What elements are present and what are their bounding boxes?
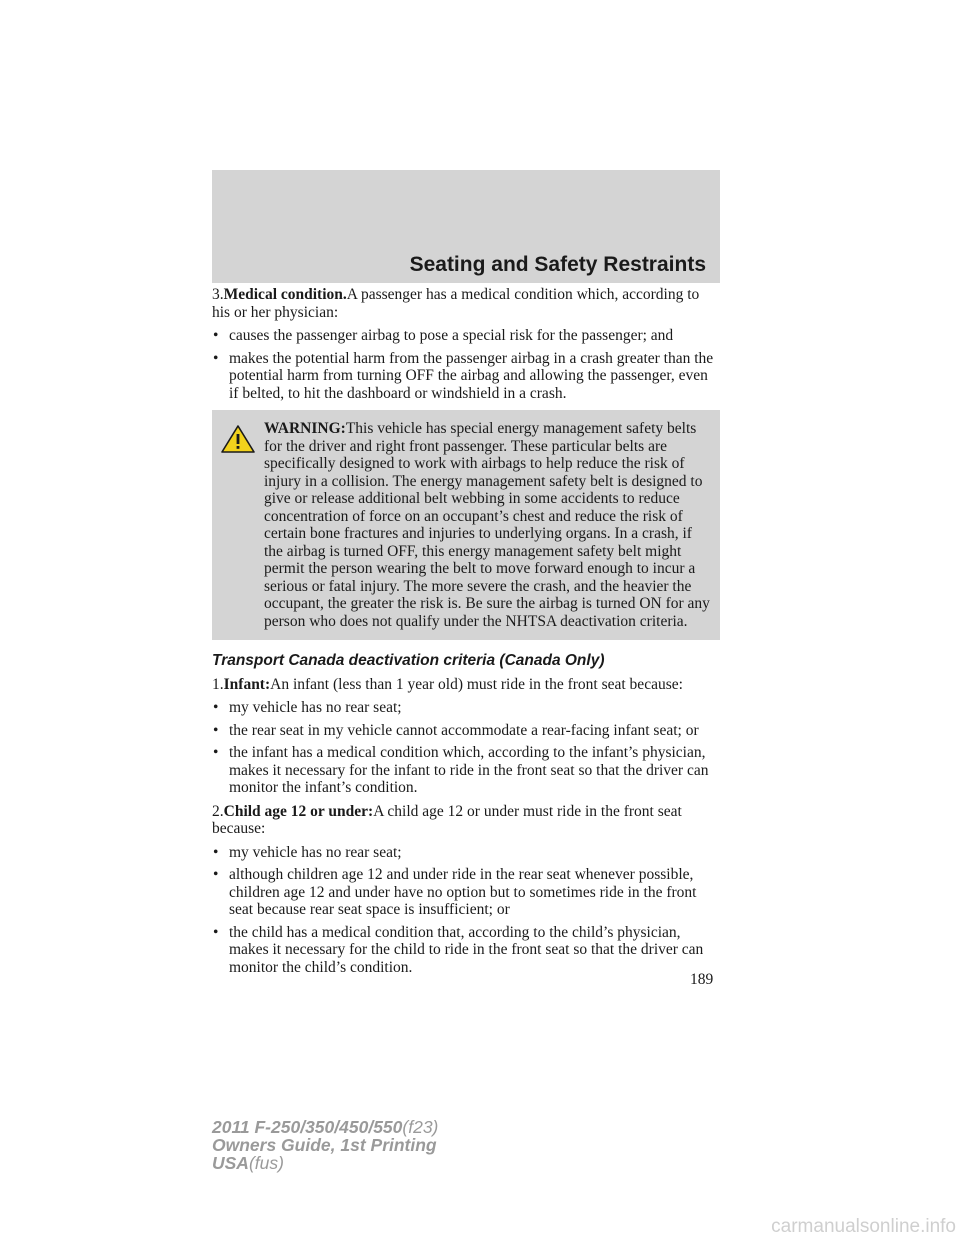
list-item: • the child has a medical condition that, according to the child’s physician, makes it necessary for the child to ride in the front seat so that the driver can monitor the child’s condition. [213, 923, 704, 976]
list-item: • the rear seat in my vehicle cannot accommodate a rear-facing infant seat; or [213, 721, 699, 739]
warning-label: WARNING: [264, 420, 346, 437]
section3-number: 3. [212, 286, 224, 303]
watermark: carmanualsonline.info [771, 1216, 956, 1237]
footer-line-3: USA(fus) [212, 1153, 284, 1173]
warning-body: This vehicle has special energy management safety belts for the driver and right front passenger. These particular belts are specifically designed to work with airbags to help reduce the risk of injury in a collision. The energy management safety belt is designed to give or release additional belt webbing in some accidents to reduce concentration of force on an occupant’s chest and reduce the risk of certain bone fractures and injuries to underlying organs. In a crash, if the airbag is turned OFF, this energy management safety belt might permit the person wearing the belt to move forward enough to incur a serious or fatal injury. The more severe the crash, and the heavier the occupant, the greater the risk is. Be sure the airbag is turned ON for any person who does not qualify under the NHTSA deactivation criteria. [264, 420, 710, 630]
infant-heading: Infant: [223, 675, 271, 693]
child-bullets [212, 844, 720, 977]
list-item: • my vehicle has no rear seat; [213, 843, 402, 861]
warning-text [218, 420, 714, 630]
footer-edition-info [212, 1118, 438, 1172]
bullet-icon: • [213, 843, 219, 861]
section-title: Seating and Safety Restraints [409, 253, 706, 276]
child-heading: Child age 12 or under: [223, 802, 374, 820]
page-content [212, 286, 720, 982]
list-item: • causes the passenger airbag to pose a special risk for the passenger; and [213, 327, 674, 344]
infant-bullets [212, 699, 720, 797]
child-paragraph [212, 803, 720, 838]
list-item: • the infant has a medical condition which, according to the infant’s physician, makes it necessary for the infant to ride in the front seat so that the driver can monitor the infant’s condition. [213, 744, 709, 796]
infant-number: 1. [212, 675, 224, 693]
warning-triangle-icon [220, 424, 256, 454]
footer-line-2: Owners Guide, 1st Printing [212, 1135, 437, 1155]
warning-box [212, 410, 720, 640]
bullet-icon: • [213, 866, 219, 883]
list-item: • my vehicle has no rear seat; [213, 699, 402, 716]
list-item: • makes the potential harm from the passenger airbag in a crash greater than the potential harm from turning OFF the airbag and allowing the passenger, even if belted, to hit the dashboard or windshield in a crash. [213, 349, 714, 402]
footer-line-1: 2011 F-250/350/450/550(f23) [212, 1117, 439, 1137]
list-item: • although children age 12 and under ride in the rear seat whenever possible, children age 12 and under have no option but to sometimes ride in the front seat because rear seat space is insufficient; or [213, 866, 697, 918]
section3-heading: Medical condition. [223, 286, 347, 303]
bullet-icon: • [213, 923, 219, 941]
bullet-icon: • [213, 744, 219, 761]
child-number: 2. [212, 802, 224, 820]
infant-paragraph [212, 676, 720, 694]
section-header-band [212, 170, 720, 283]
canada-heading: Transport Canada deactivation criteria (Canada Only) [212, 652, 605, 669]
child-text: A child age 12 or under must ride in the front seat because: [212, 802, 682, 837]
page-number: 189 [690, 971, 714, 988]
section3-text: A passenger has a medical condition which, according to his or her physician: [212, 286, 700, 321]
section3-paragraph [212, 286, 720, 321]
bullet-icon: • [213, 699, 219, 716]
section3-bullets [212, 327, 720, 402]
bullet-icon: • [213, 327, 219, 344]
bullet-icon: • [213, 721, 219, 739]
bullet-icon: • [213, 349, 219, 367]
infant-text: An infant (less than 1 year old) must ride in the front seat because: [270, 675, 683, 693]
